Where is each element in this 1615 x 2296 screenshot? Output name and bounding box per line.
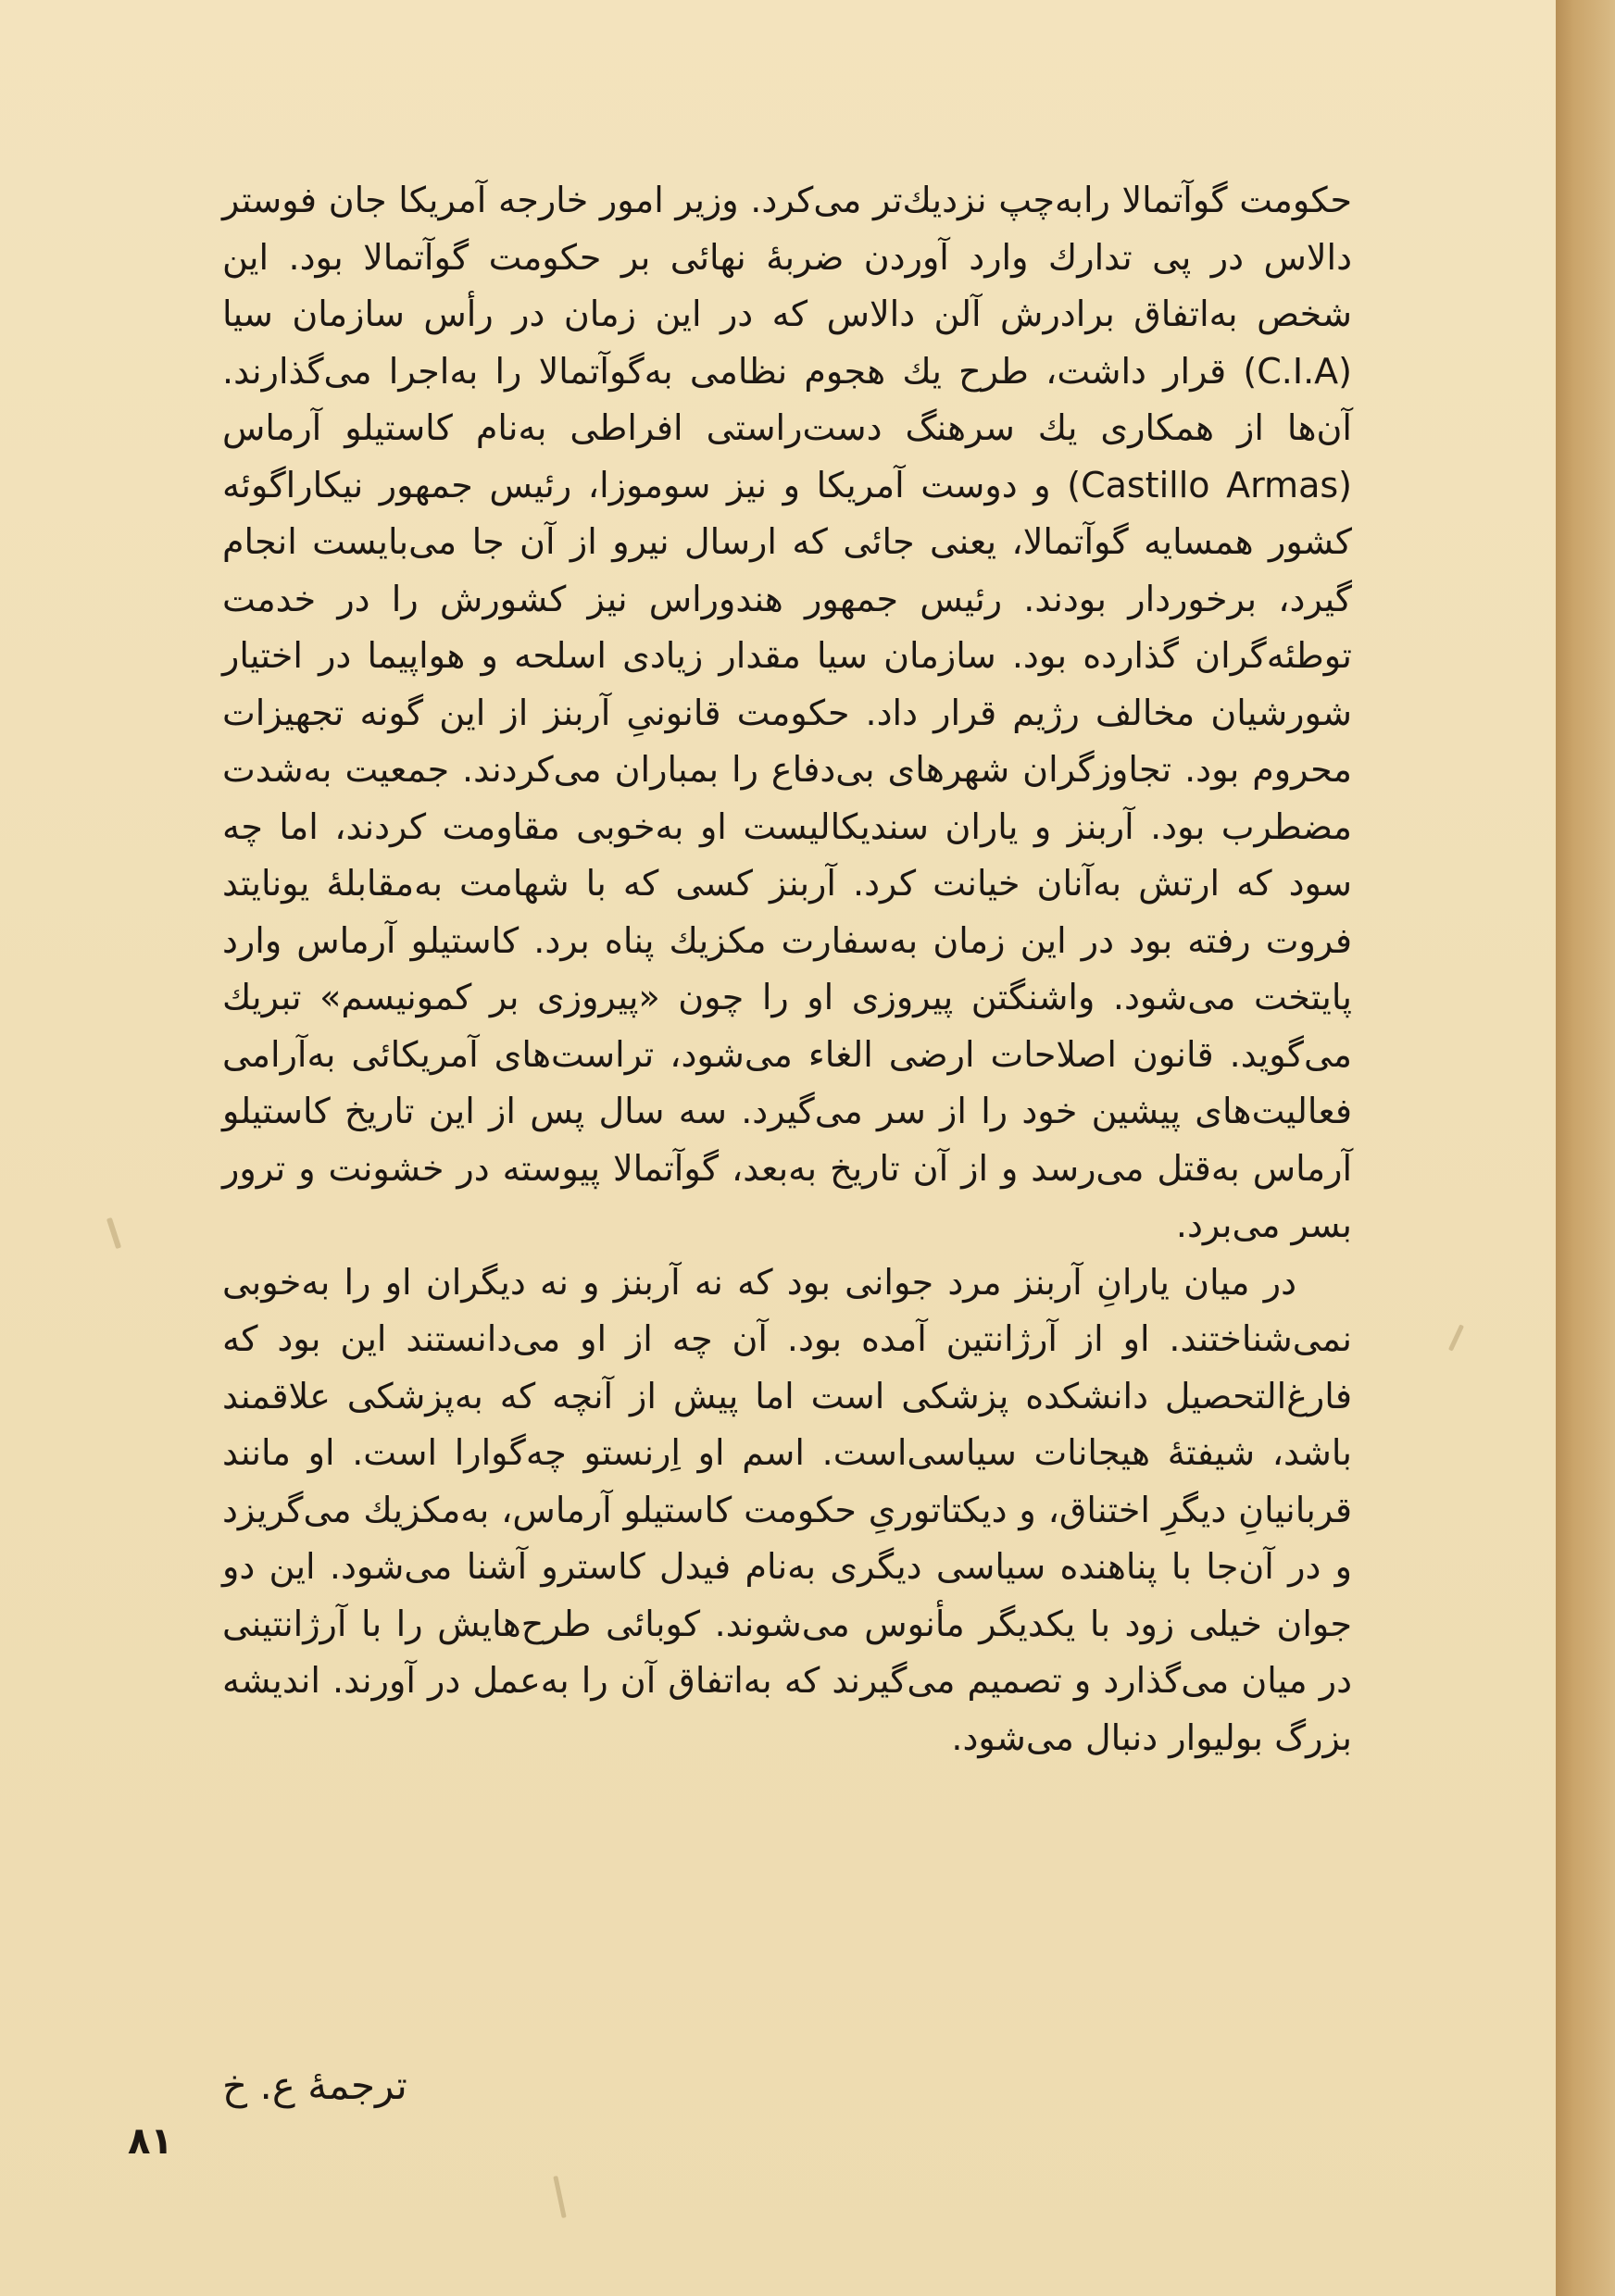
paragraph: در میان یارانِ آربنز مرد جوانی بود که نه آربنز و نه دیگران او را به‌خوبی نمی‌شناختند. او از آرژانتین آمده بود. آن چه از او می‌دانستند این بود که فارغ‌التحصیل دانشکده پزشکی است اما پیش از آنچه که به‌پزشکی علاقمند باشد، شیفتهٔ هیجانات سیاسی‌است. اسم او اِرنستو چه‌گوارا است. او مانند قربانیانِ دیگرِ اختناق، و دیکتاتوریِ حکومت کاستیلو آرماس، به‌مکزیك می‌گریزد و در آن‌جا با پناهنده سیاسی دیگری به‌نام فیدل کاسترو آشنا می‌شود. این دو جوان خیلی زود با یکدیگر مأنوس می‌شوند. کوبائی طرح‌هایش را با آرژانتینی در میان می‌گذارد و تصمیم می‌گیرند که به‌اتفاق آن را به‌عمل در آورند. اندیشه بزرگ بولیوار دنبال می‌شود. [222, 1261, 1352, 1758]
page-number: ۸۱ [128, 2120, 173, 2163]
paragraph: حکومت گوآتمالا رابه‌چپ نزدیك‌تر می‌کرد. وزیر امور خارجه آمریکا جان فوستر دالاس در پی تدارك وارد آوردن ضربهٔ نهائی بر حکومت گوآتمالا بود. این شخص به‌اتفاق برادرش آلن دالاس که در این زمان در رأس سازمان سیا (C.I.A) قرار داشت، طرح یك هجوم نظامی به‌گوآتمالا را به‌اجرا می‌گذارند. آن‌ها از همکاری یك سرهنگ دست‌راستی افراطی به‌نام کاستیلو آرماس (Castillo Armas) و دوست آمریکا و نیز سوموزا، رئیس جمهور نیکاراگوئه کشور همسایه گوآتمالا، یعنی جائی که ارسال نیرو از آن جا می‌بایست انجام گیرد، برخوردار بودند. رئیس جمهور هندوراس نیز کشورش را در خدمت توطئه‌گران گذارده بود. سازمان سیا مقدار زیادی اسلحه و هواپیما در اختیار شورشیان مخالف رژیم قرار داد. حکومت قانونیِ آربنز از این گونه تجهیزات محروم بود. تجاوزگران شهرهای بی‌دفاع را بمباران می‌کردند. جمعیت به‌شدت مضطرب بود. آربنز و یاران سندیکالیست او به‌خوبی مقاومت کردند، اما چه سود که ارتش به‌آنان خیانت کرد. آربنز کسی که با شهامت به‌مقابلهٔ یونایتد فروت رفته بود در این زمان به‌سفارت مکزیك پناه برد. کاستیلو آرماس وارد پایتخت می‌شود. واشنگتن پیروزی او را چون «پیروزی بر کمونیسم» تبریك می‌گوید. قانون اصلاحات ارضی الغاء می‌شود، تراست‌های آمریکائی به‌آرامی فعالیت‌های پیشین خود را از سر می‌گیرد. سه سال پس از این تاریخ کاستیلو آرماس به‌قتل می‌رسد و از آن تاریخ به‌بعد، گوآتمالا پیوسته در خشونت و ترور بسر می‌برد. [222, 180, 1352, 1245]
translator-credit: ترجمهٔ ع. خ [222, 2063, 407, 2108]
article-body [222, 172, 1352, 1766]
page-edge [1556, 0, 1615, 2296]
